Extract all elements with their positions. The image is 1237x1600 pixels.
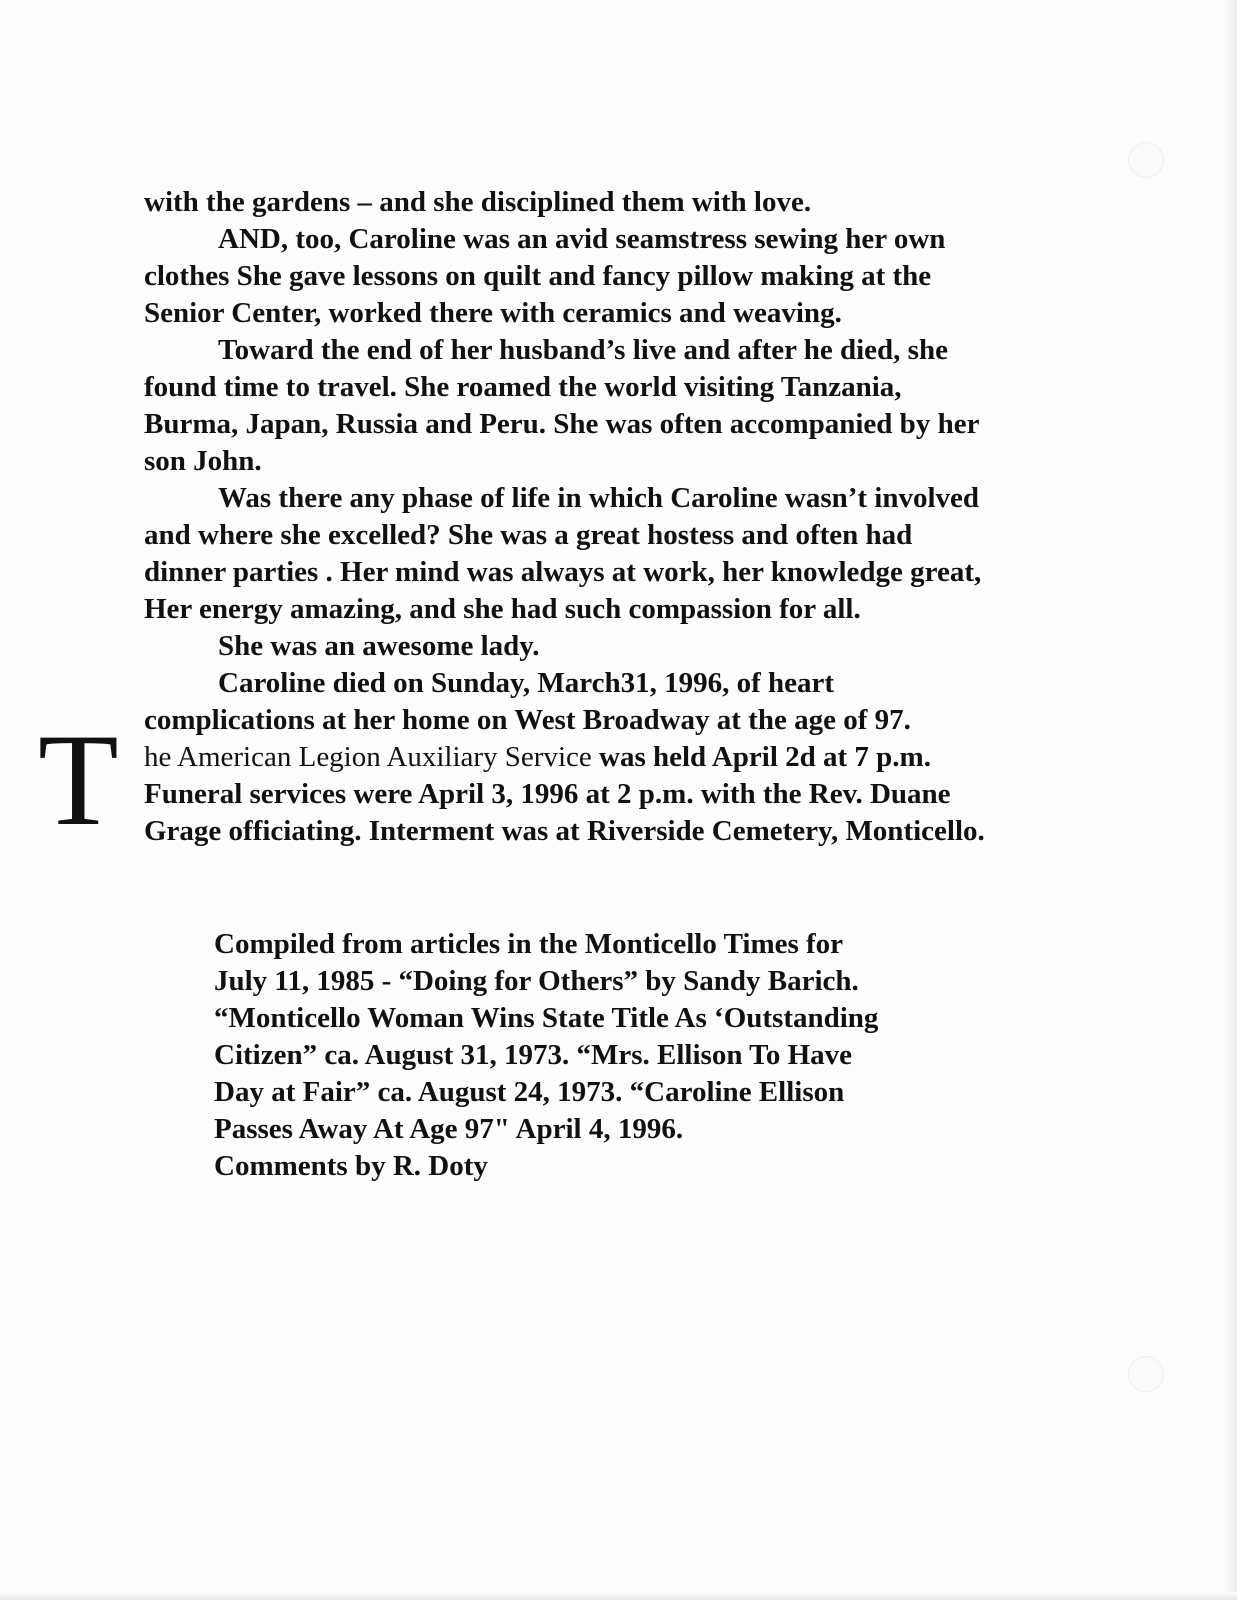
body-line: Her energy amazing, and she had such compassion for all. [144, 593, 861, 625]
credits-line: Day at Fair” ca. August 24, 1973. “Caroline Ellison [214, 1076, 845, 1108]
legion-service-light-text: he American Legion Auxiliary Service [144, 741, 592, 773]
body-line: Burma, Japan, Russia and Peru. She was often accompanied by her [144, 408, 980, 440]
body-line: and where she excelled? She was a great hostess and often had [144, 519, 913, 551]
punch-hole-top [1128, 142, 1164, 178]
body-line: clothes She gave lessons on quilt and fancy pillow making at the [144, 260, 932, 292]
obituary-body [144, 184, 1154, 850]
body-line: AND, too, Caroline was an avid seamstress sewing her own [218, 223, 946, 255]
body-line: Funeral services were April 3, 1996 at 2 p.m. with the Rev. Duane [144, 778, 951, 810]
body-line: Toward the end of her husband’s live and after he died, she [218, 334, 948, 366]
body-line: son John. [144, 445, 262, 477]
sources-credits [214, 926, 1114, 1185]
credits-line: Passes Away At Age 97" April 4, 1996. [214, 1113, 684, 1145]
body-line: She was an awesome lady. [218, 630, 540, 662]
page-bottom-edge [0, 1592, 1237, 1600]
body-line: with the gardens – and she disciplined them with love. [144, 186, 812, 218]
body-line: complications at her home on West Broadway at the age of 97. [144, 704, 911, 736]
body-line: Caroline died on Sunday, March31, 1996, of heart [218, 667, 835, 699]
body-line: found time to travel. She roamed the world visiting Tanzania, [144, 371, 902, 403]
credits-line: Compiled from articles in the Monticello Times for [214, 928, 844, 960]
drop-cap-letter: T [38, 706, 119, 853]
credits-line: Citizen” ca. August 31, 1973. “Mrs. Ellison To Have [214, 1039, 853, 1071]
credits-line: “Monticello Woman Wins State Title As ‘Outstanding [214, 1002, 879, 1034]
legion-service-line [144, 739, 1154, 776]
body-line: dinner parties . Her mind was always at work, her knowledge great, [144, 556, 982, 588]
body-line: Grage officiating. Interment was at Riverside Cemetery, Monticello. [144, 815, 985, 847]
punch-hole-bottom [1128, 1356, 1164, 1392]
body-line: Was there any phase of life in which Caroline wasn’t involved [218, 482, 980, 514]
credits-line: Comments by R. Doty [214, 1150, 488, 1182]
legion-service-bold-text: was held April 2d at 7 p.m. [591, 741, 931, 773]
body-line: Senior Center, worked there with ceramics and weaving. [144, 297, 842, 329]
credits-line: July 11, 1985 - “Doing for Others” by Sandy Barich. [214, 965, 859, 997]
page-edge-shadow [1223, 0, 1237, 1600]
